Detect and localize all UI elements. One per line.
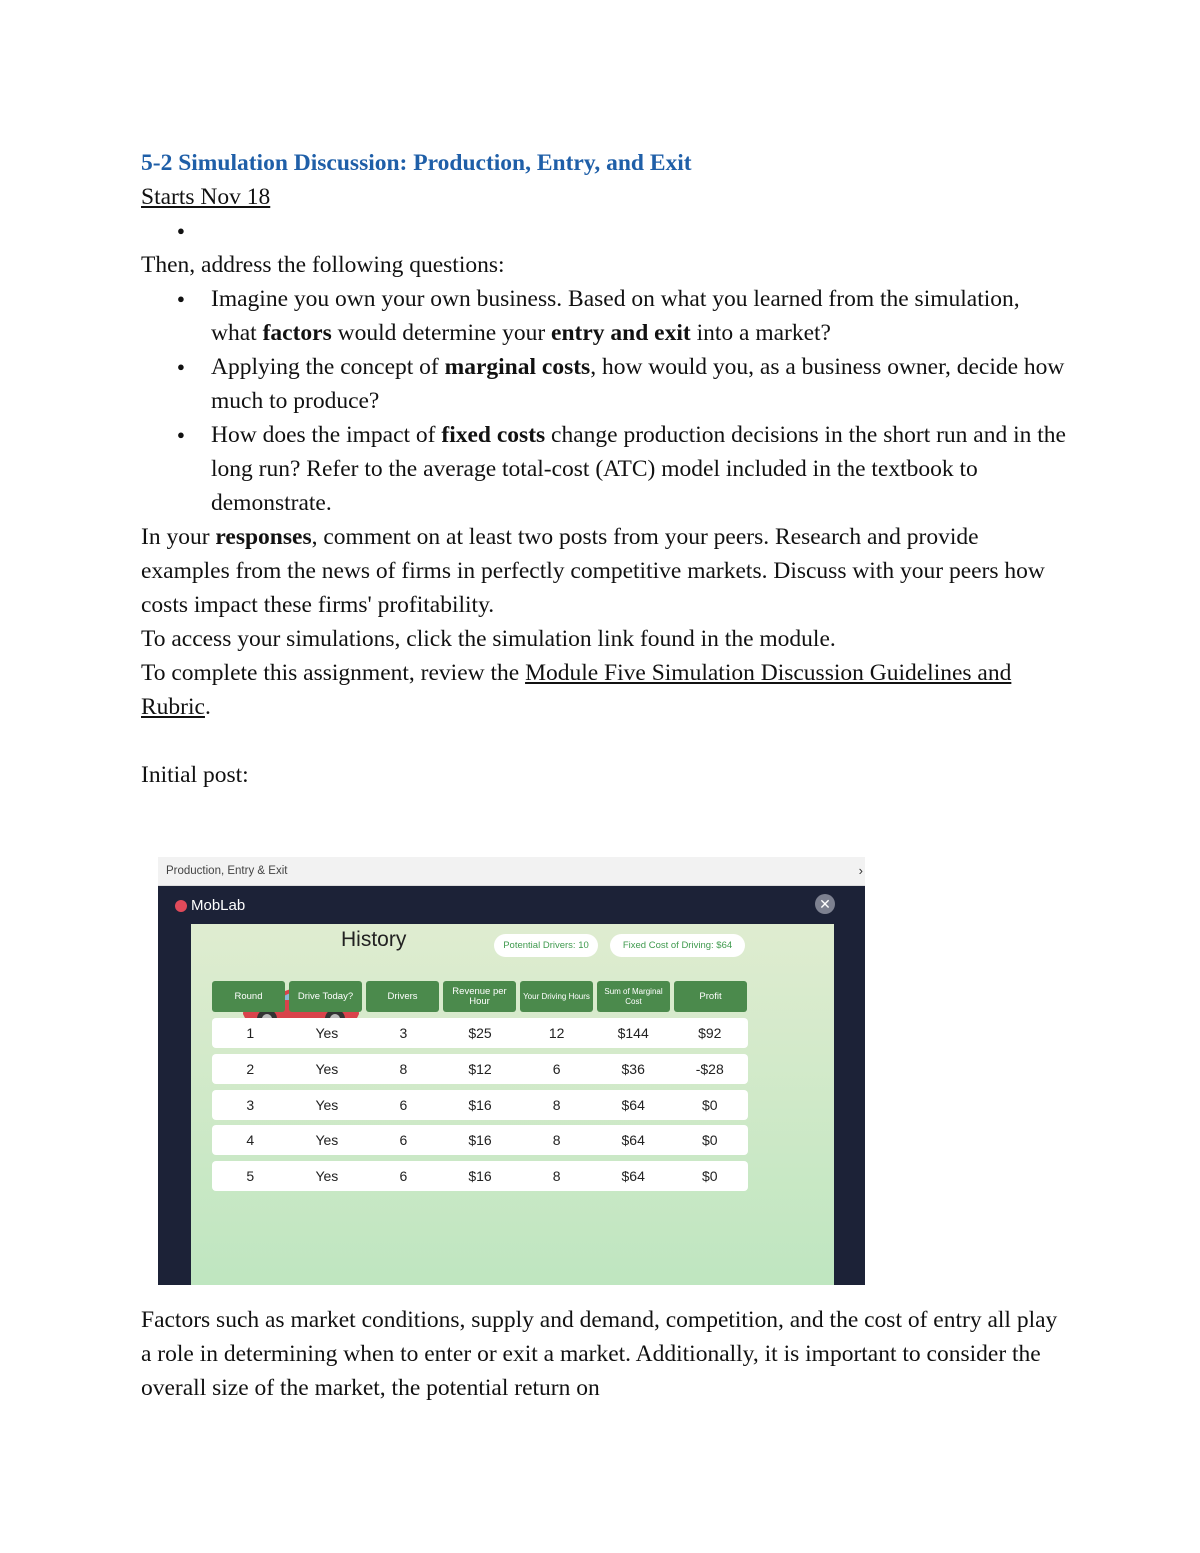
- table-cell: 12: [548, 1025, 565, 1041]
- table-cell: 2: [246, 1060, 255, 1077]
- table-cell: 3: [246, 1096, 255, 1113]
- table-cell: 4: [246, 1132, 255, 1149]
- question-item: ● How does the impact of fixed costs change production decisions in the short run and in the long run? Refer to the average total-cost (ATC) model included in the textbook to demonstrate.: [211, 418, 1071, 520]
- table-cell: -$28: [695, 1060, 724, 1077]
- table-cell: Yes: [315, 1060, 339, 1077]
- answer-paragraph: Factors such as market conditions, supply and demand, competition, and the cost of entry all play a role in determining when to enter or exit a market. Additionally, it is important to consider the overall size of the market, the potential return on: [141, 1307, 1058, 1401]
- fixed-cost-badge: Fixed Cost of Driving: $64: [610, 934, 745, 957]
- column-header: Your Driving Hours: [520, 981, 593, 1012]
- table-cell: 3: [399, 1025, 408, 1041]
- moblab-logo-icon: [175, 900, 187, 912]
- table-cell: $12: [468, 1060, 492, 1077]
- question-item: ● Imagine you own your own business. Based on what you learned from the simulation, what factors would determine your entry and exit into a market?: [211, 282, 1071, 350]
- table-cell: $16: [468, 1168, 492, 1185]
- table-cell: 8: [552, 1132, 561, 1149]
- table-row: [212, 1090, 748, 1120]
- table-cell: 5: [246, 1168, 255, 1185]
- document-body: [141, 146, 1071, 792]
- table-cell: $0: [701, 1168, 718, 1185]
- table-row: [212, 1125, 748, 1155]
- table-cell: 6: [399, 1132, 408, 1149]
- window-title-bar: Production, Entry & Exit ›: [158, 857, 865, 886]
- table-cell: 8: [399, 1060, 408, 1077]
- table-cell: $64: [621, 1168, 645, 1185]
- column-header: Profit: [674, 981, 747, 1012]
- table-cell: $64: [621, 1096, 645, 1113]
- column-header: Drivers: [366, 981, 439, 1012]
- empty-bullet: [211, 214, 1071, 248]
- table-cell: Yes: [315, 1132, 339, 1149]
- table-cell: $0: [701, 1132, 718, 1149]
- table-cell: $92: [698, 1025, 722, 1041]
- table-cell: Yes: [315, 1096, 339, 1113]
- table-row: [212, 1161, 748, 1191]
- column-header: Sum of Marginal Cost: [597, 981, 670, 1012]
- table-cell: $36: [621, 1060, 645, 1077]
- potential-drivers-badge: Potential Drivers: 10: [494, 934, 598, 957]
- history-heading: History: [341, 928, 407, 951]
- column-header: Revenue per Hour: [443, 981, 516, 1012]
- table-cell: $144: [617, 1025, 649, 1041]
- column-header: Drive Today?: [289, 981, 362, 1012]
- table-cell: Yes: [315, 1025, 339, 1041]
- table-cell: $25: [468, 1025, 492, 1041]
- responses-paragraph: In your responses, comment on at least two posts from your peers. Research and provide examples from the news of firms in perfectly competitive markets. Discuss with your peers how costs impact these firms' profitability.: [141, 524, 1045, 618]
- chevron-right-icon: ›: [858, 863, 863, 878]
- table-row: [212, 1054, 748, 1084]
- start-date: Starts Nov 18: [141, 184, 271, 210]
- intro-text: Then, address the following questions:: [141, 252, 505, 278]
- rubric-link[interactable]: Module Five Simulation Discussion Guidelines and Rubric: [141, 660, 1012, 720]
- table-cell: 6: [399, 1096, 408, 1113]
- table-cell: 1: [246, 1025, 255, 1041]
- table-cell: 8: [552, 1168, 561, 1185]
- table-row: [212, 1018, 748, 1048]
- table-cell: Yes: [315, 1168, 339, 1185]
- close-icon[interactable]: ✕: [815, 894, 835, 914]
- table-cell: 8: [552, 1096, 561, 1113]
- access-paragraph: To access your simulations, click the simulation link found in the module.: [141, 626, 836, 652]
- table-cell: $0: [701, 1096, 718, 1113]
- table-cell: 6: [399, 1168, 408, 1185]
- table-cell: $64: [621, 1132, 645, 1149]
- table-cell: 6: [552, 1060, 561, 1077]
- table-header: [212, 981, 747, 1012]
- column-header: Round: [212, 981, 285, 1012]
- simulation-screenshot: [158, 857, 865, 1285]
- brand-logo: MobLab: [175, 897, 245, 914]
- page-title: 5-2 Simulation Discussion: Production, Entry, and Exit: [141, 150, 692, 176]
- question-item: ● Applying the concept of marginal costs, how would you, as a business owner, decide how much to produce?: [211, 350, 1071, 418]
- answer-section: [141, 1303, 1071, 1405]
- complete-paragraph: To complete this assignment, review the Module Five Simulation Discussion Guidelines and Rubric.: [141, 660, 1012, 720]
- initial-post-label: Initial post:: [141, 762, 249, 788]
- table-cell: $16: [468, 1096, 492, 1113]
- table-cell: $16: [468, 1132, 492, 1149]
- history-table-body: [212, 1018, 748, 1197]
- question-list: [141, 282, 1071, 520]
- empty-bullet-list: [141, 214, 1071, 248]
